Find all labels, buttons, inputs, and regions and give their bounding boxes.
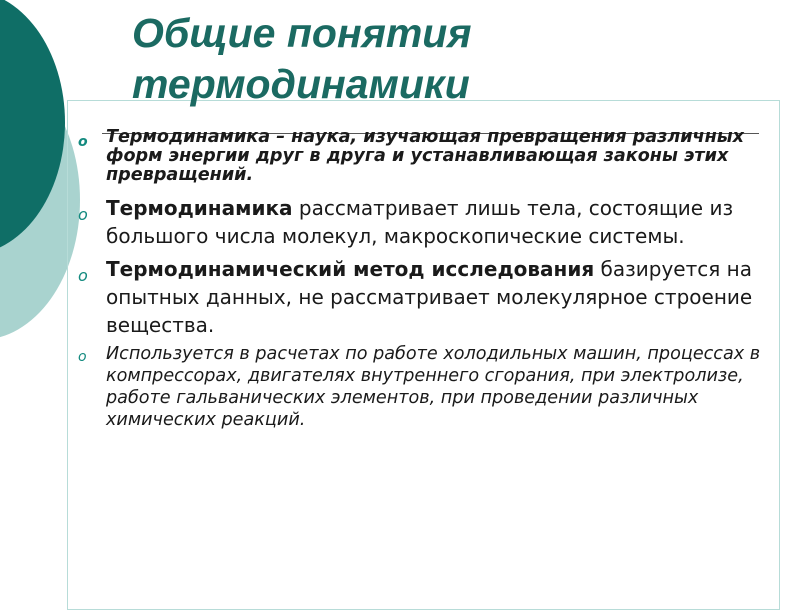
bullet-circle-icon: o <box>78 205 88 224</box>
bullet-circle-icon: o <box>78 134 88 150</box>
title-line-2: термодинамики <box>132 61 470 107</box>
item-text: рассматривает лишь тела, состоящие из большого числа молекул, макроскопические системы. <box>106 196 734 248</box>
bullet-circle-icon: o <box>78 349 87 365</box>
list-item <box>78 255 768 339</box>
bullet-list <box>78 128 768 431</box>
item-text: Используется в расчетах по работе холодильных машин, процессах в компрессорах, двигателях внутреннего сгорания, при электролизе, работе гальванических элементов, при проведении различных химических реакций. <box>106 344 761 430</box>
item-term: Термодинамический метод исследования <box>106 257 595 281</box>
title-line-1: Общие понятия <box>132 10 472 56</box>
bullet-circle-icon: o <box>78 266 88 285</box>
list-item <box>78 343 768 431</box>
item-text: базируется на опытных данных, не рассматривает молекулярное строение вещества. <box>106 257 753 337</box>
item-text: Термодинамика – наука, изучающая превращения различных форм энергии друг в друга и устанавливающая законы этих превращений. <box>106 127 745 185</box>
item-term: Термодинамика <box>106 196 293 220</box>
list-item <box>78 194 768 250</box>
list-item <box>78 128 768 185</box>
slide-title <box>132 8 472 110</box>
